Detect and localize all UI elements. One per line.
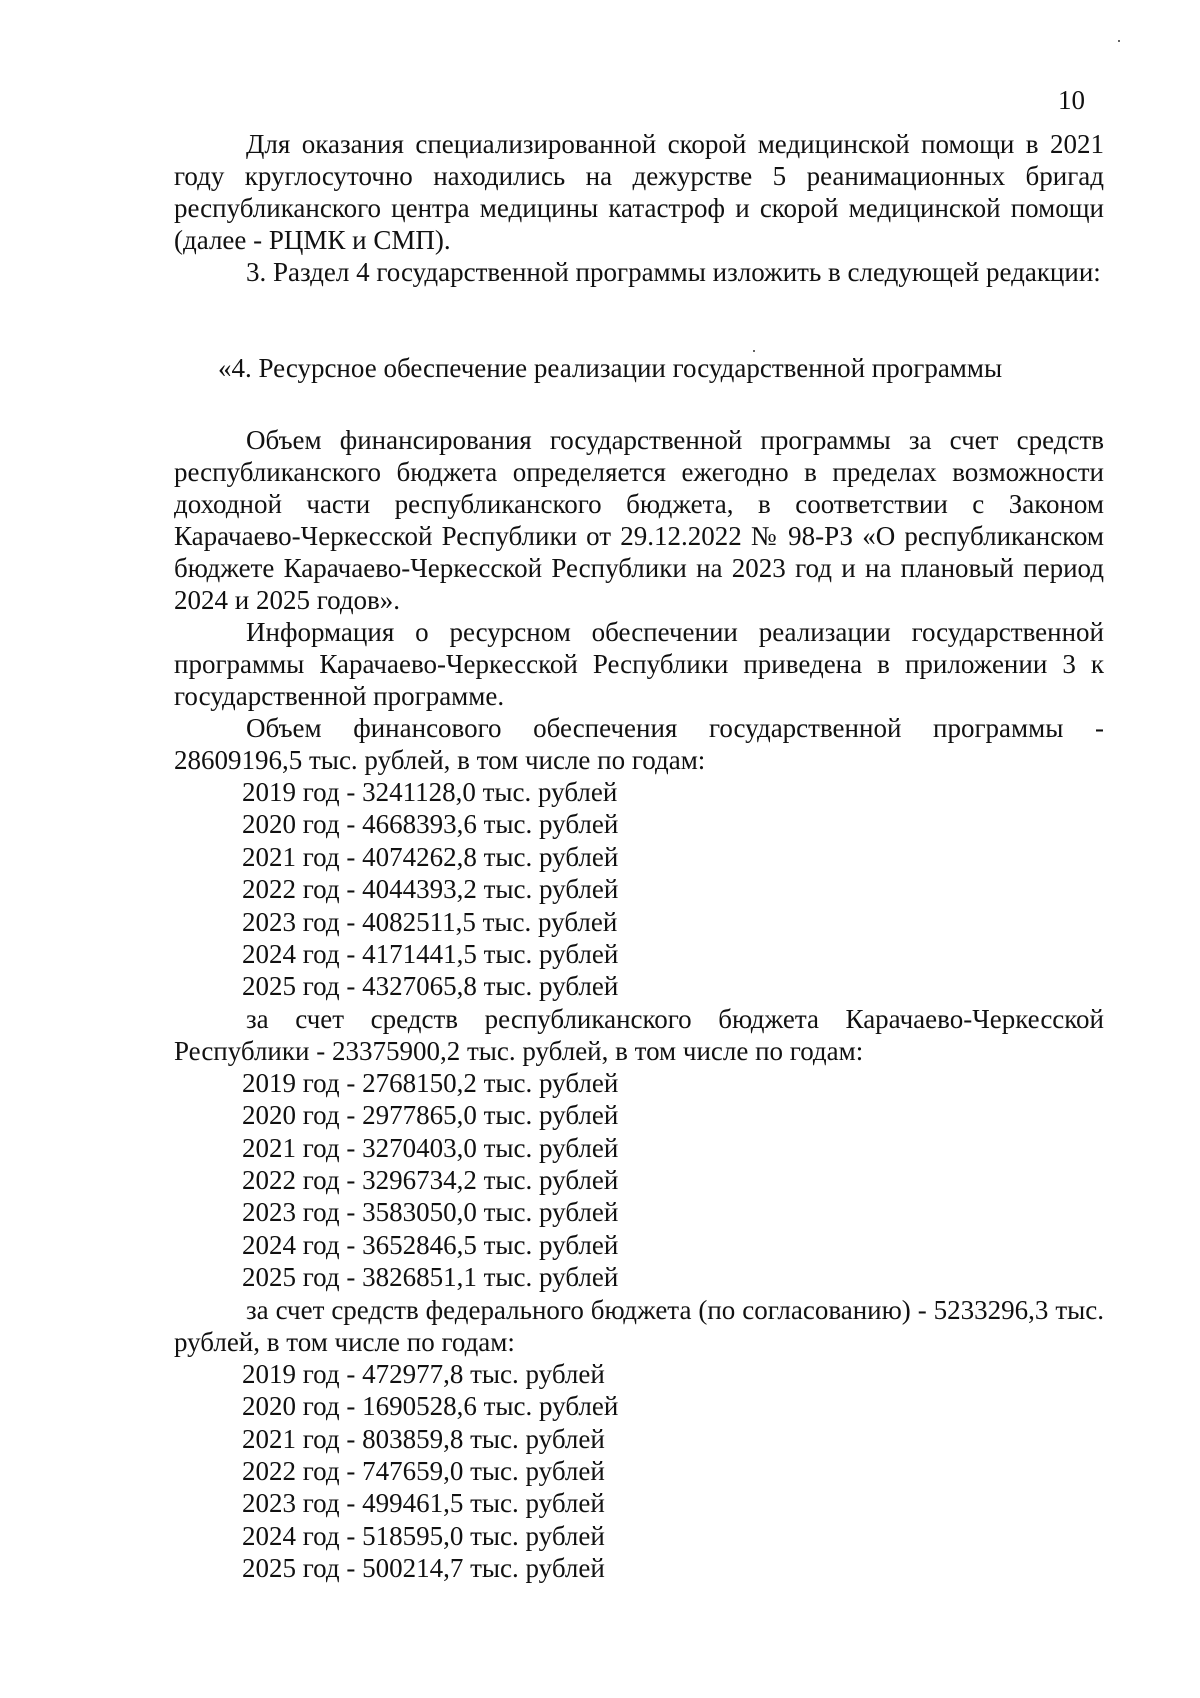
- section-heading: «4. Ресурсное обеспечение реализации государственной программы: [218, 353, 1003, 383]
- republic-year-item: 2024 год - 3652846,5 тыс. рублей: [242, 1229, 619, 1260]
- total-year-list: [174, 776, 1104, 1003]
- paragraph-republic-budget: за счет средств республиканского бюджета Карачаево-Черкесской Республики - 23375900,2 тыс. рублей, в том числе по годам:: [174, 1003, 1104, 1066]
- federal-year-item: 2021 год - 803859,8 тыс. рублей: [242, 1423, 605, 1454]
- federal-year-item: 2020 год - 1690528,6 тыс. рублей: [242, 1391, 619, 1422]
- total-year-item: 2020 год - 4668393,6 тыс. рублей: [242, 809, 619, 840]
- paragraph-emergency-teams: Для оказания специализированной скорой медицинской помощи в 2021 году круглосуточно находились на дежурстве 5 реанимационных бригад республиканского центра медицины катастроф и скорой медицинской помощи (далее - РЦМК и СМП).: [174, 129, 1104, 255]
- federal-year-item: 2022 год - 747659,0 тыс. рублей: [242, 1455, 605, 1486]
- republic-year-item: 2025 год - 3826851,1 тыс. рублей: [242, 1262, 619, 1293]
- total-year-item: 2023 год - 4082511,5 тыс. рублей: [242, 906, 618, 937]
- republic-year-list: [174, 1067, 1104, 1294]
- paragraph-section-amendment: 3. Раздел 4 государственной программы изложить в следующей редакции:: [246, 257, 1101, 287]
- page-number: 10: [1058, 85, 1085, 115]
- total-year-item: 2019 год - 3241128,0 тыс. рублей: [242, 777, 618, 807]
- scan-speck: [1118, 40, 1120, 42]
- paragraph-total-amount: Объем финансового обеспечения государственной программы - 28609196,5 тыс. рублей, в том числе по годам:: [174, 713, 1104, 775]
- federal-year-item: 2019 год - 472977,8 тыс. рублей: [242, 1358, 605, 1389]
- paragraph-federal-budget: за счет средств федерального бюджета (по согласованию) - 5233296,3 тыс. рублей, в том числе по годам:: [174, 1294, 1104, 1357]
- total-year-item: 2025 год - 4327065,8 тыс. рублей: [242, 971, 619, 1002]
- federal-year-list: [174, 1358, 1104, 1585]
- intro-section: [174, 128, 1104, 288]
- paragraph-appendix-reference: Информация о ресурсном обеспечении реализации государственной программы Карачаево-Черкесской Республики приведена в приложении 3 к государственной программе.: [174, 617, 1104, 711]
- republic-year-item: 2022 год - 3296734,2 тыс. рублей: [242, 1165, 619, 1196]
- total-year-item: 2021 год - 4074262,8 тыс. рублей: [242, 841, 619, 872]
- total-year-item: 2024 год - 4171441,5 тыс. рублей: [242, 939, 619, 970]
- federal-year-item: 2023 год - 499461,5 тыс. рублей: [242, 1488, 605, 1519]
- federal-year-item: 2024 год - 518595,0 тыс. рублей: [242, 1520, 605, 1551]
- republic-year-item: 2023 год - 3583050,0 тыс. рублей: [242, 1197, 619, 1228]
- paragraph-financing-volume: Объем финансирования государственной программы за счет средств республиканского бюджета определяется ежегодно в пределах возможности доходной части республиканского бюджета, в соответствии с Законом Карачаево-Черкесской Республики от 29.12.2022 № 98-РЗ «О республиканском бюджете Карачаево-Черкесской Республики на 2023 год и на плановый период 2024 и 2025 годов».: [174, 425, 1104, 615]
- republic-year-item: 2021 год - 3270403,0 тыс. рублей: [242, 1132, 619, 1163]
- federal-year-item: 2025 год - 500214,7 тыс. рублей: [242, 1553, 605, 1584]
- financing-section: [174, 424, 1104, 1585]
- republic-year-item: 2019 год - 2768150,2 тыс. рублей: [242, 1067, 619, 1098]
- republic-year-item: 2020 год - 2977865,0 тыс. рублей: [242, 1100, 619, 1131]
- total-year-item: 2022 год - 4044393,2 тыс. рублей: [242, 874, 619, 905]
